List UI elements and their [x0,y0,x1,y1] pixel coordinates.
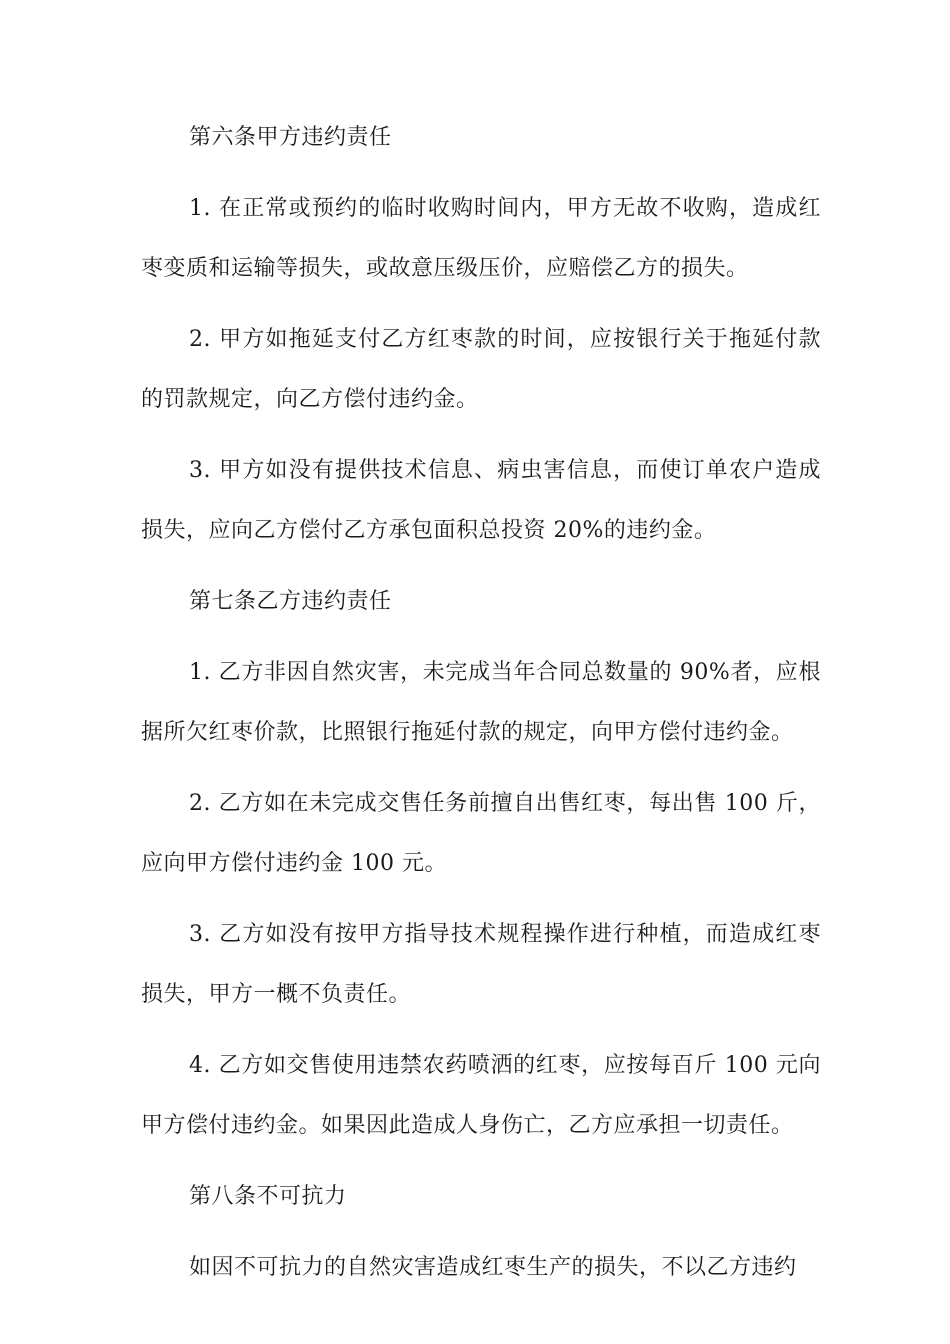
article-6-item-2: 2. 甲方如拖延支付乙方红枣款的时间，应按银行关于拖延付款的罚款规定，向乙方偿付违约金。 [141,327,821,412]
article-7-item-2: 2. 乙方如在未完成交售任务前擅自出售红枣，每出售 100 斤，应向甲方偿付违约金 100 元。 [141,791,821,876]
article-6-item-1: 1. 在正常或预约的临时收购时间内，甲方无故不收购，造成红枣变质和运输等损失，或故意压级压价，应赔偿乙方的损失。 [141,196,821,281]
article-6-heading: 第六条甲方违约责任 [189,125,392,150]
article-7-item-4: 4. 乙方如交售使用违禁农药喷洒的红枣，应按每百斤 100 元向甲方偿付违约金。如果因此造成人身伤亡，乙方应承担一切责任。 [141,1053,821,1138]
article-8-body: 如因不可抗力的自然灾害造成红枣生产的损失，不以乙方违约 [189,1255,797,1280]
article-6-item-3: 3. 甲方如没有提供技术信息、病虫害信息，而使订单农户造成损失，应向乙方偿付乙方承包面积总投资 20%的违约金。 [141,458,821,543]
document-body [141,108,821,1298]
article-8-heading: 第八条不可抗力 [189,1184,347,1209]
article-7-item-3: 3. 乙方如没有按甲方指导技术规程操作进行种植，而造成红枣损失，甲方一概不负责任。 [141,922,821,1007]
article-7-heading: 第七条乙方违约责任 [189,589,392,614]
article-7-item-1: 1. 乙方非因自然灾害，未完成当年合同总数量的 90%者，应根据所欠红枣价款，比照银行拖延付款的规定，向甲方偿付违约金。 [141,660,821,745]
